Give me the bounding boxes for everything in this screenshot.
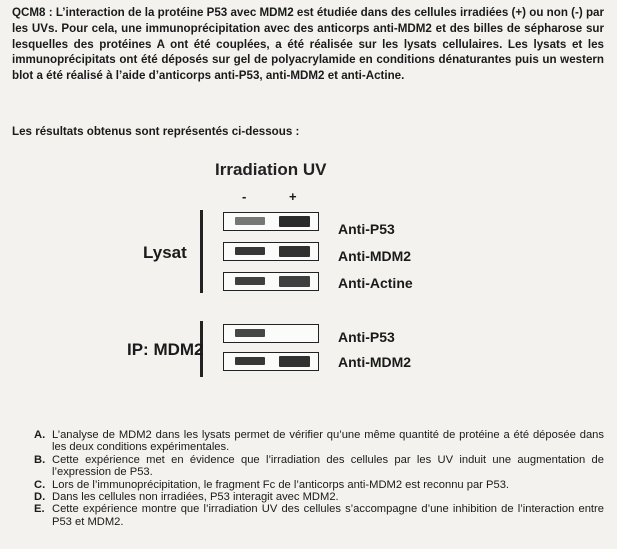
antibody-label: Anti-MDM2: [338, 354, 412, 370]
answer-letter: B.: [34, 453, 46, 466]
answer-letter: C.: [34, 478, 46, 491]
results-intro: Les résultats obtenus sont représentés ci-dessous :: [12, 125, 300, 138]
answer-option[interactable]: [34, 454, 604, 479]
answer-letter: A.: [34, 429, 46, 441]
western-blot-band: [279, 356, 310, 367]
blot-lane: [223, 324, 319, 343]
figure-title: Irradiation UV: [215, 160, 327, 179]
answer-letter: E.: [34, 503, 45, 516]
answer-option[interactable]: [34, 479, 604, 491]
blot-lane: [223, 272, 319, 291]
answer-list: [34, 429, 604, 528]
blot-lane: [223, 352, 319, 371]
antibody-label: Anti-MDM2: [338, 248, 412, 264]
answer-text: L’analyse de MDM2 dans les lysats permet de vérifier qu’une même quantité de protéine a été déposée dans les deux conditions expérimentales.: [52, 429, 604, 454]
answer-option[interactable]: [34, 491, 604, 503]
answer-text: Dans les cellules non irradiées, P53 interagit avec MDM2.: [52, 491, 339, 504]
western-blot-band: [235, 329, 265, 337]
blot-lane: [223, 212, 319, 231]
condition-plus-label: +: [289, 189, 297, 204]
answer-option[interactable]: [34, 429, 604, 454]
western-blot-band: [235, 217, 265, 225]
western-blot-band: [279, 276, 310, 287]
western-blot-band: [235, 247, 265, 255]
answer-text: Cette expérience montre que l’irradiation UV des cellules s’accompagne d’une inhibition de l’interaction entre P53 et MDM2.: [52, 503, 604, 528]
antibody-label: Anti-Actine: [338, 275, 413, 291]
question-statement: [12, 5, 604, 84]
western-blot-band: [235, 357, 265, 365]
western-blot-band: [279, 246, 310, 257]
antibody-label: Anti-P53: [338, 221, 395, 237]
western-blot-band: [235, 277, 265, 285]
blot-lane: [223, 242, 319, 261]
question-text: L’interaction de la protéine P53 avec MDM2 est étudiée dans des cellules irradiées (+) ou non (-) par les UVs. Pour cela, une immunoprécipitation avec des anticorps anti-MDM2 et des billes de sépharose sur lesquelles des protéines A ont été couplées, a été réalisée sur les lysats cellulaires. Les lysats et les immunoprécipitats ont été déposés sur gel de polyacrylamide en conditions dénaturantes puis un western blot a été réalisé à l’aide d’anticorps anti-P53, anti-MDM2 et anti-Actine.: [12, 6, 604, 83]
lysat-bracket: [200, 210, 203, 293]
group-label-lysat: Lysat: [143, 243, 187, 262]
group-label-ip: IP: MDM2: [127, 340, 204, 359]
question-label: QCM8 :: [12, 6, 53, 19]
answer-letter: D.: [34, 491, 46, 504]
answer-text: Lors de l’immunoprécipitation, le fragment Fc de l’anticorps anti-MDM2 est reconnu par P53.: [52, 478, 510, 491]
western-blot-band: [279, 216, 310, 227]
condition-minus-label: -: [242, 189, 247, 204]
answer-text: Cette expérience met en évidence que l’irradiation des cellules par les UV induit une augmentation de l’expression de P53.: [52, 453, 604, 479]
answer-option[interactable]: [34, 503, 604, 528]
antibody-label: Anti-P53: [338, 329, 395, 345]
